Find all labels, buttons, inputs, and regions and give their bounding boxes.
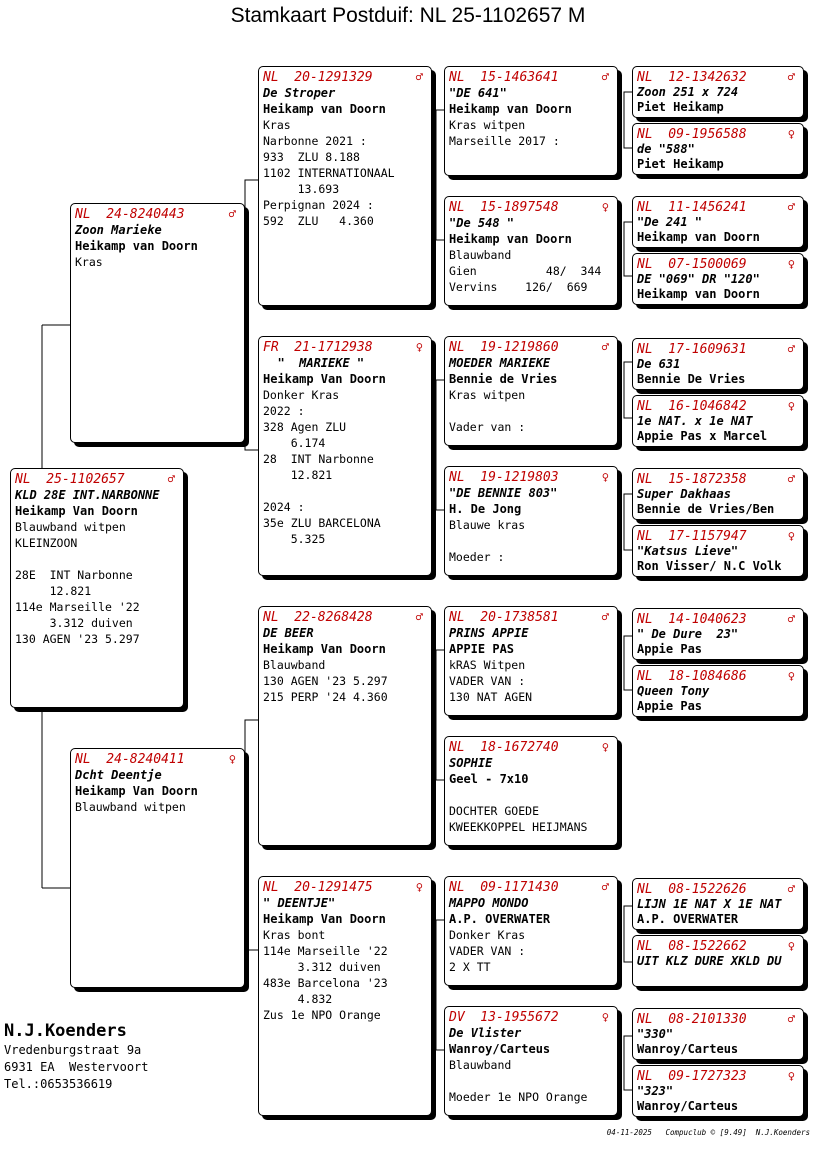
pigeon-name: " De Dure 23" (637, 627, 739, 641)
male-icon: ♂ (601, 70, 609, 84)
info-line: 5.325 (263, 532, 326, 546)
info-line: kRAS Witpen (449, 658, 526, 672)
owner-name: Heikamp Van Doorn (75, 784, 198, 798)
pigeon-card-gg5[interactable] (632, 338, 804, 390)
male-icon: ♂ (415, 610, 423, 624)
male-icon: ♂ (787, 70, 795, 84)
owner-name: Heikamp van Doorn (263, 102, 386, 116)
info-line: KWEEKKOPPEL HEIJMANS (449, 820, 588, 834)
pigeon-name: "De 548 " (449, 216, 515, 230)
female-icon: ♀ (228, 752, 236, 766)
breeder-phone: Tel.:0653536619 (4, 1077, 113, 1091)
info-line: 12.821 (263, 468, 333, 482)
info-line: 6.174 (263, 436, 326, 450)
pigeon-name: DE BEER (263, 626, 314, 640)
breeder-address (4, 1020, 149, 1093)
owner-name: Bennie De Vries (637, 372, 746, 386)
female-icon: ♀ (787, 399, 795, 413)
info-line: 2 X TT (449, 960, 491, 974)
owner-name: H. De Jong (449, 502, 522, 516)
female-icon: ♀ (601, 200, 609, 214)
info-line: VADER VAN : (449, 674, 526, 688)
owner-name: Wanroy/Carteus (637, 1099, 739, 1113)
info-line: 4.832 (263, 992, 333, 1006)
pigeon-name: DE "069" DR "120" (637, 272, 760, 286)
pigeon-card-fmm[interactable] (444, 466, 618, 576)
male-icon: ♂ (415, 70, 423, 84)
owner-name: Heikamp Van Doorn (263, 372, 386, 386)
ring-number: NL 20-1291329 (263, 70, 373, 85)
male-icon: ♂ (228, 207, 236, 221)
breeder-city: 6931 EA Westervoort (4, 1060, 149, 1074)
pigeon-card-gg7[interactable] (632, 468, 804, 520)
info-line: 130 AGEN '23 5.297 (263, 674, 388, 688)
pigeon-card-mf[interactable] (258, 606, 432, 846)
owner-name: Appie Pas x Marcel (637, 429, 768, 443)
pigeon-name: Super Dakhaas (637, 487, 731, 501)
owner-name: Geel - 7x10 (449, 772, 529, 786)
info-line: 483e Barcelona '23 (263, 976, 388, 990)
info-line: Kras witpen (449, 118, 526, 132)
info-line: 35e ZLU BARCELONA (263, 516, 381, 530)
pigeon-name: "323" (637, 1084, 674, 1098)
pigeon-name: 1e NAT. x 1e NAT (637, 414, 753, 428)
info-line: 933 ZLU 8.188 (263, 150, 360, 164)
pigeon-card-gg8[interactable] (632, 525, 804, 577)
info-line: DOCHTER GOEDE (449, 804, 540, 818)
pigeon-name: De 631 (637, 357, 681, 371)
owner-name: Heikamp Van Doorn (263, 912, 386, 926)
ring-number: NL 11-1456241 (637, 200, 747, 215)
info-line (449, 533, 613, 549)
info-line: Vader van : (449, 420, 526, 434)
info-line: 328 Agen ZLU (263, 420, 347, 434)
ring-number: NL 18-1672740 (449, 740, 559, 755)
info-line: Blauwband witpen (75, 800, 186, 814)
info-line: 592 ZLU 4.360 (263, 214, 374, 228)
ring-number: NL 22-8268428 (263, 610, 373, 625)
info-line (449, 1073, 613, 1089)
info-line: Donker Kras (449, 928, 526, 942)
info-line: Narbonne 2021 : (263, 134, 367, 148)
owner-name: Heikamp Van Doorn (263, 642, 386, 656)
owner-name: Piet Heikamp (637, 157, 724, 171)
ring-number: NL 17-1157947 (637, 529, 747, 544)
pigeon-card-gg2[interactable] (632, 123, 804, 175)
male-icon: ♂ (787, 882, 795, 896)
male-icon: ♂ (787, 342, 795, 356)
female-icon: ♀ (787, 257, 795, 271)
pigeon-name: "DE 641" (449, 86, 507, 100)
pigeon-name: LIJN 1E NAT X 1E NAT (637, 897, 782, 911)
info-line: 28 INT Narbonne (263, 452, 374, 466)
info-line: 1102 INTERNATIONAAL (263, 166, 395, 180)
male-icon: ♂ (787, 612, 795, 626)
info-line: Marseille 2017 : (449, 134, 560, 148)
pigeon-card-gg1[interactable] (632, 66, 804, 118)
pigeon-name: " DEENTJE" (263, 896, 336, 910)
female-icon: ♀ (415, 880, 423, 894)
info-line: 2024 : (263, 500, 305, 514)
info-line (449, 787, 613, 803)
ring-number: NL 12-1342632 (637, 70, 747, 85)
female-icon: ♀ (787, 1069, 795, 1083)
info-line: Kras (263, 118, 291, 132)
pigeon-name: MOEDER MARIEKE (449, 356, 551, 370)
info-line: 13.693 (263, 182, 340, 196)
female-icon: ♀ (787, 939, 795, 953)
ring-number: NL 09-1171430 (449, 880, 559, 895)
info-line: Blauwe kras (449, 518, 526, 532)
pigeon-card-mother[interactable] (70, 748, 245, 988)
pigeon-name: Zoon Marieke (75, 223, 162, 237)
ring-number: NL 07-1500069 (637, 257, 747, 272)
info-line: Blauwband (449, 248, 512, 262)
male-icon: ♂ (601, 610, 609, 624)
info-line: Donker Kras (263, 388, 340, 402)
female-icon: ♀ (601, 1010, 609, 1024)
info-line: Kras (75, 255, 103, 269)
pigeon-card-subject[interactable] (10, 468, 184, 708)
owner-name: Bennie de Vries/Ben (637, 502, 775, 516)
info-line: Blauwband (263, 658, 326, 672)
info-line: 215 PERP '24 4.360 (263, 690, 388, 704)
owner-name: Heikamp van Doorn (637, 230, 760, 244)
pigeon-card-gg11[interactable] (632, 878, 804, 930)
male-icon: ♂ (787, 1012, 795, 1026)
pigeon-name: De Stroper (263, 86, 336, 100)
ring-number: NL 15-1463641 (449, 70, 559, 85)
owner-name: Heikamp van Doorn (449, 232, 572, 246)
pigeon-name: UIT KLZ DURE XKLD DU (637, 954, 782, 968)
ring-number: NL 09-1727323 (637, 1069, 747, 1084)
pigeon-name: Zoon 251 x 724 (637, 85, 739, 99)
info-line: 114e Marseille '22 (263, 944, 388, 958)
info-line: Kras bont (263, 928, 326, 942)
ring-number: NL 24-8240411 (75, 752, 185, 767)
ring-number: FR 21-1712938 (263, 340, 373, 355)
print-credit: 04-11-2025 Compuclub © [9.49] N.J.Koenders (606, 1128, 810, 1137)
info-line: KLEINZOON (15, 536, 78, 550)
owner-name: Wanroy/Carteus (637, 1042, 739, 1056)
pigeon-card-fff[interactable] (444, 66, 618, 176)
info-line: Moeder : (449, 550, 505, 564)
male-icon: ♂ (167, 472, 175, 486)
pigeon-card-father[interactable] (70, 203, 245, 443)
pigeon-card-mfm[interactable] (444, 736, 618, 846)
pigeon-card-gg10[interactable] (632, 665, 804, 717)
pigeon-card-gg3[interactable] (632, 196, 804, 248)
pigeon-name: De Vlister (449, 1026, 522, 1040)
ring-number: NL 15-1897548 (449, 200, 559, 215)
pigeon-name: MAPPO MONDO (449, 896, 529, 910)
info-line: 130 AGEN '23 5.297 (15, 632, 140, 646)
pigeon-card-ffm[interactable] (444, 196, 618, 306)
male-icon: ♂ (787, 472, 795, 486)
owner-name: Heikamp van Doorn (75, 239, 198, 253)
ring-number: NL 18-1084686 (637, 669, 747, 684)
pigeon-name: "330" (637, 1027, 674, 1041)
pigeon-name: Dcht Deentje (75, 768, 162, 782)
pigeon-name: "DE BENNIE 803" (449, 486, 558, 500)
info-line: VADER VAN : (449, 944, 526, 958)
info-line: 130 NAT AGEN (449, 690, 533, 704)
pigeon-name: " MARIEKE " (263, 356, 365, 370)
info-line (263, 483, 427, 499)
owner-name: APPIE PAS (449, 642, 515, 656)
info-line: 3.312 duiven (263, 960, 381, 974)
pigeon-card-fmf[interactable] (444, 336, 618, 446)
pigeon-card-mmm[interactable] (444, 1006, 618, 1116)
female-icon: ♀ (787, 669, 795, 683)
ring-number: NL 19-1219860 (449, 340, 559, 355)
male-icon: ♂ (787, 200, 795, 214)
ring-number: NL 08-2101330 (637, 1012, 747, 1027)
pigeon-name: KLD 28E INT.NARBONNE (15, 488, 160, 502)
female-icon: ♀ (787, 127, 795, 141)
info-line: Zus 1e NPO Orange (263, 1008, 381, 1022)
ring-number: NL 08-1522662 (637, 939, 747, 954)
owner-name: Bennie de Vries (449, 372, 558, 386)
female-icon: ♀ (601, 740, 609, 754)
breeder-street: Vredenburgstraat 9a (4, 1043, 142, 1057)
info-line: Perpignan 2024 : (263, 198, 374, 212)
ring-number: DV 13-1955672 (449, 1010, 559, 1025)
pigeon-card-mm[interactable] (258, 876, 432, 1116)
owner-name: Piet Heikamp (637, 100, 724, 114)
pigeon-name: "De 241 " (637, 215, 703, 229)
pigeon-card-gg13[interactable] (632, 1008, 804, 1060)
page-title: Stamkaart Postduif: NL 25-1102657 M (230, 4, 586, 27)
pigeon-name: de "588" (637, 142, 695, 156)
pigeon-card-fm[interactable] (258, 336, 432, 576)
info-line: Gien 48/ 344 (449, 264, 602, 278)
pigeon-card-mff[interactable] (444, 606, 618, 716)
owner-name: Wanroy/Carteus (449, 1042, 551, 1056)
ring-number: NL 25-1102657 (15, 472, 125, 487)
ring-number: NL 15-1872358 (637, 472, 747, 487)
info-line: 28E INT Narbonne (15, 568, 133, 582)
owner-name: A.P. OVERWATER (637, 912, 739, 926)
pigeon-card-mmf[interactable] (444, 876, 618, 986)
pigeon-card-gg12[interactable] (632, 935, 804, 987)
info-line: 2022 : (263, 404, 305, 418)
pigeon-card-gg4[interactable] (632, 253, 804, 305)
ring-number: NL 20-1291475 (263, 880, 373, 895)
ring-number: NL 08-1522626 (637, 882, 747, 897)
owner-name: Heikamp van Doorn (449, 102, 572, 116)
male-icon: ♂ (601, 340, 609, 354)
info-line: Vervins 126/ 669 (449, 280, 588, 294)
owner-name: Heikamp Van Doorn (15, 504, 138, 518)
female-icon: ♀ (601, 470, 609, 484)
ring-number: NL 14-1040623 (637, 612, 747, 627)
info-line: Blauwband witpen (15, 520, 126, 534)
info-line: 114e Marseille '22 (15, 600, 140, 614)
ring-number: NL 17-1609631 (637, 342, 747, 357)
ring-number: NL 09-1956588 (637, 127, 747, 142)
owner-name: Heikamp van Doorn (637, 287, 760, 301)
pigeon-card-gg14[interactable] (632, 1065, 804, 1117)
info-line (15, 551, 179, 567)
ring-number: NL 20-1738581 (449, 610, 559, 625)
female-icon: ♀ (415, 340, 423, 354)
pigeon-card-ff[interactable] (258, 66, 432, 306)
info-line: Blauwband (449, 1058, 512, 1072)
owner-name: Appie Pas (637, 699, 703, 713)
pigeon-name: Queen Tony (637, 684, 710, 698)
owner-name: Ron Visser/ N.C Volk (637, 559, 782, 573)
info-line: Kras witpen (449, 388, 526, 402)
pigeon-name: PRINS APPIE (449, 626, 529, 640)
owner-name: Appie Pas (637, 642, 703, 656)
ring-number: NL 19-1219803 (449, 470, 559, 485)
pigeon-card-gg9[interactable] (632, 608, 804, 660)
breeder-name: N.J.Koenders (4, 1021, 127, 1041)
info-line: 3.312 duiven (15, 616, 133, 630)
pigeon-name: "Katsus Lieve" (637, 544, 739, 558)
pigeon-name: SOPHIE (449, 756, 493, 770)
info-line: Moeder 1e NPO Orange (449, 1090, 588, 1104)
info-line (449, 403, 613, 419)
owner-name: A.P. OVERWATER (449, 912, 551, 926)
female-icon: ♀ (787, 529, 795, 543)
pigeon-card-gg6[interactable] (632, 395, 804, 447)
male-icon: ♂ (601, 880, 609, 894)
info-line: 12.821 (15, 584, 92, 598)
ring-number: NL 24-8240443 (75, 207, 185, 222)
ring-number: NL 16-1046842 (637, 399, 747, 414)
